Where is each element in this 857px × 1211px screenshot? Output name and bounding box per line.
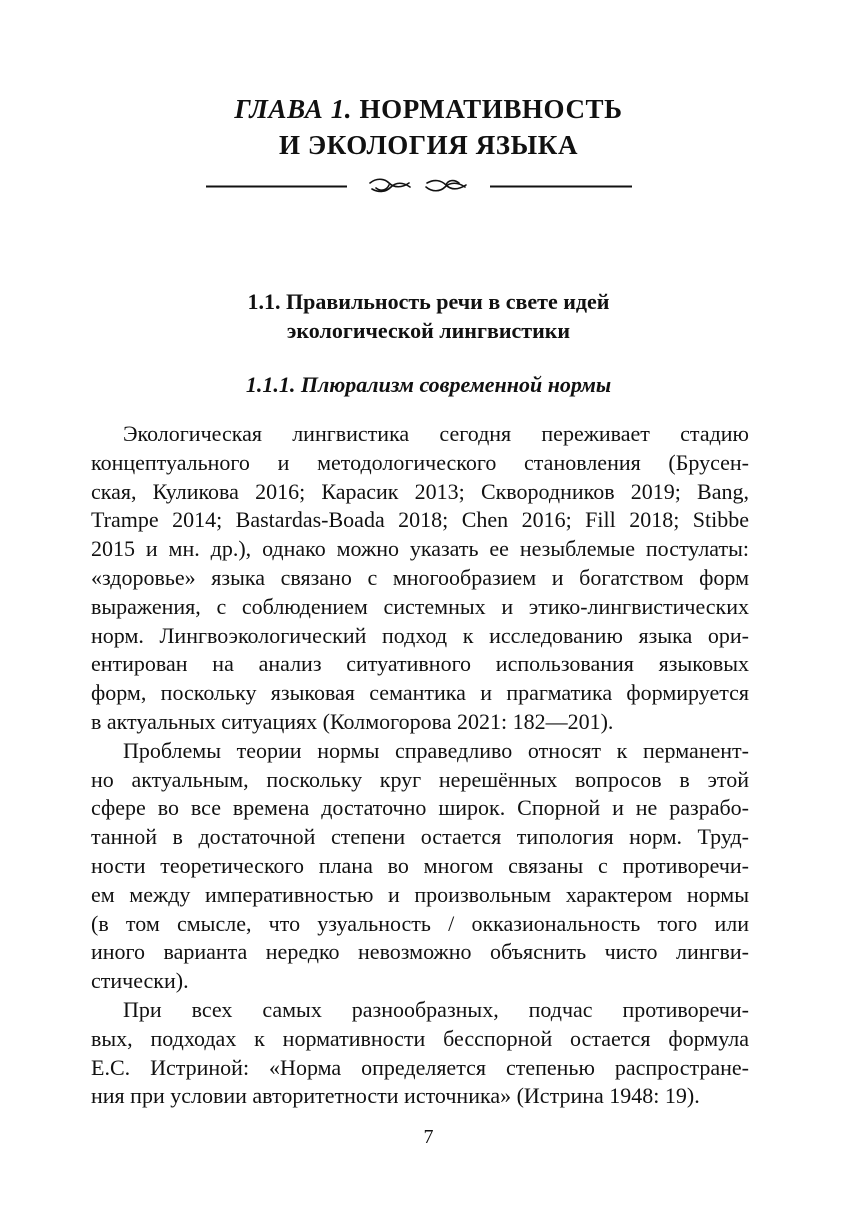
text-line: При всех самых разнообразных, подчас противоречи-: [123, 996, 749, 1022]
text-line: сфере во все времена достаточно широк. Спорной и не разрабо-: [91, 795, 749, 821]
chapter-label: ГЛАВА 1.: [234, 94, 353, 124]
paragraph: [91, 420, 749, 737]
text-line: вых, подходах к нормативности бесспорной остается формула: [91, 1025, 749, 1051]
text-line: в актуальных ситуациях (Колмогорова 2021: 182—201).: [91, 708, 614, 734]
text-line: иного варианта нередко невозможно объяснить чисто лингви-: [91, 939, 749, 965]
text-line: стически).: [91, 968, 189, 994]
subsection-title: 1.1.1. Плюрализм современной нормы: [245, 372, 612, 397]
text-line: ентирован на анализ ситуативного использования языковых: [91, 651, 749, 677]
text-line: ности теоретического плана во многом связаны с противоречи-: [91, 852, 749, 878]
text-line: Проблемы теории нормы справедливо относят к перманент-: [123, 737, 749, 763]
chapter-ornament: [0, 174, 857, 200]
text-line: ния при условии авторитетности источника» (Истрина 1948: 19).: [91, 1083, 700, 1109]
flourish-right-icon: [426, 181, 466, 191]
text-line: ем между императивностью и произвольным характером нормы: [91, 881, 749, 907]
body-text: [91, 420, 749, 1111]
text-line: Trampe 2014; Bastardas-Boada 2018; Chen 2016; Fill 2018; Stibbe: [91, 507, 749, 533]
section-title-line-2: экологической лингвистики: [286, 318, 571, 343]
section-title-line-1: 1.1. Правильность речи в свете идей: [247, 289, 610, 314]
chapter-title-line-1: [0, 91, 857, 127]
text-line: танной в достаточной степени остается типология норм. Труд-: [91, 824, 749, 850]
paragraph: [91, 996, 749, 1111]
text-line: ская, Куликова 2016; Карасик 2013; Сквородников 2019; Bang,: [91, 478, 749, 504]
text-line: 2015 и мн. др.), однако можно указать ее незыблемые постулаты:: [91, 536, 749, 562]
flourish-left-icon: [370, 179, 410, 191]
text-line: (в том смысле, что узуальность / окказиональность того или: [91, 910, 749, 936]
text-line: Экологическая лингвистика сегодня переживает стадию: [123, 421, 749, 446]
page-number: 7: [423, 1126, 434, 1148]
text-line: концептуального и методологического становления (Брусен-: [91, 449, 749, 475]
paragraph: [91, 737, 749, 996]
chapter-title-main: НОРМАТИВНОСТЬ: [359, 94, 623, 124]
text-line: выражения, с соблюдением системных и этико-лингвистических: [91, 593, 749, 619]
text-line: норм. Лингвоэкологический подход к исследованию языка ори-: [91, 622, 749, 648]
text-line: «здоровье» языка связано с многообразием и богатством форм: [91, 564, 749, 590]
text-line: но актуальным, поскольку круг нерешённых вопросов в этой: [91, 766, 749, 792]
chapter-title: [0, 91, 857, 163]
text-line: форм, поскольку языковая семантика и прагматика формируется: [91, 680, 749, 706]
section-title: [0, 287, 857, 345]
chapter-title-line-2: И ЭКОЛОГИЯ ЯЗЫКА: [278, 130, 579, 160]
text-line: Е.С. Истриной: «Норма определяется степенью распростране-: [91, 1054, 749, 1080]
